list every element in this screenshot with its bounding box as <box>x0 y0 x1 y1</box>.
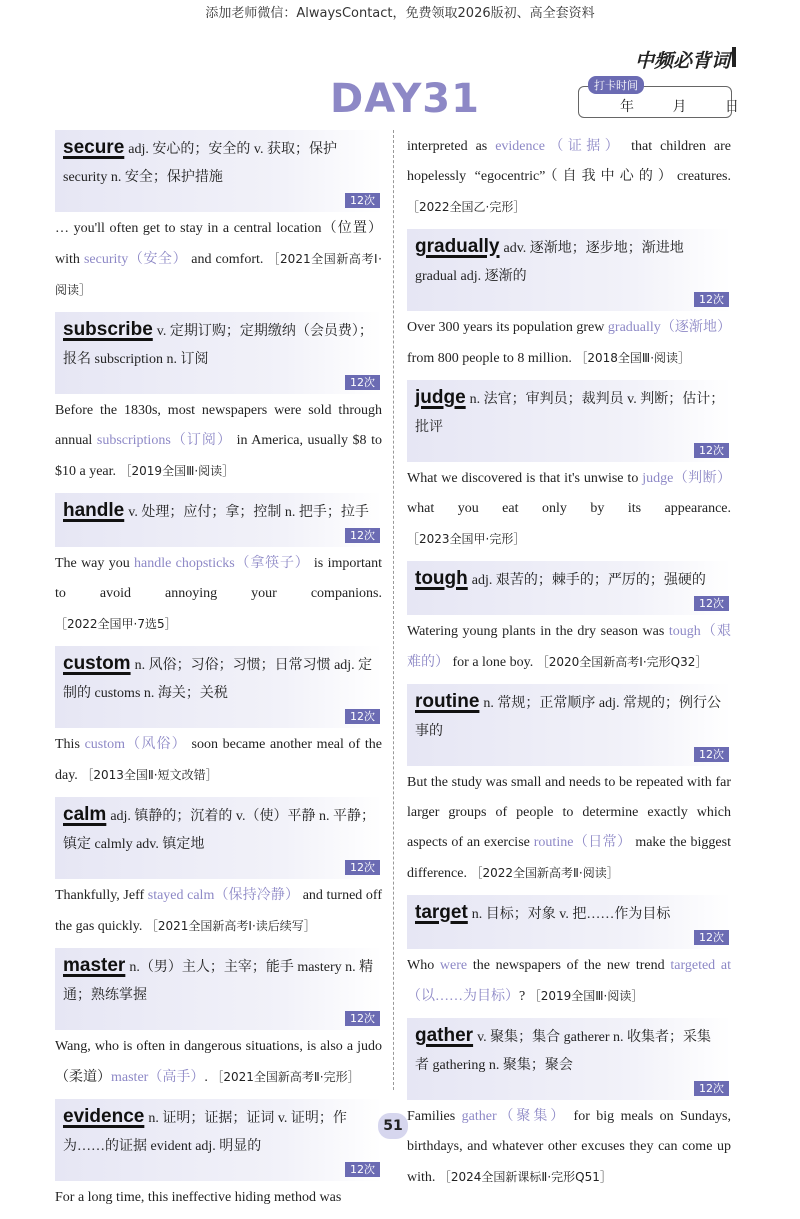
entry-header <box>407 1018 731 1100</box>
source-citation: ［2021全国新高考Ⅰ·阅读］ <box>55 252 382 297</box>
count-badge: 12次 <box>345 860 380 875</box>
definitions: n. 法官；审判员；裁判员 v. 判断；估计；批评 <box>415 392 725 435</box>
year-label: 年 <box>620 99 634 115</box>
definitions: v. 处理；应付；拿；控制 n. 把手；拉手 <box>128 505 369 520</box>
source-citation: ［2020全国新高考Ⅰ·完形Q32］ <box>536 655 708 669</box>
day-title: DAY31 <box>330 76 480 122</box>
definitions: v. 定期订购；定期缴纳（会员费）；报名 subscription n. 订阅 <box>63 324 373 367</box>
example-sentence <box>407 462 731 555</box>
source-citation: ［2019全国Ⅲ·阅读］ <box>119 464 235 478</box>
source-citation: ［2019全国Ⅲ·阅读］ <box>528 989 644 1003</box>
example-sentence <box>407 311 731 374</box>
top-note: 添加老师微信：AlwaysContact，免费领取2026版初、高全套资料 <box>205 6 595 21</box>
highlight-phrase: gradually（逐渐地） <box>607 320 732 335</box>
count-badge: 12次 <box>694 596 729 611</box>
example-sentence <box>407 130 731 223</box>
count-badge: 12次 <box>694 443 729 458</box>
headword: secure <box>63 137 125 158</box>
highlight-phrase: judge（判断） <box>642 471 731 486</box>
source-citation: ［2023全国甲·完形］ <box>407 532 526 546</box>
headword: routine <box>415 691 480 712</box>
checkin-label: 打卡时间 <box>588 76 644 94</box>
left-column <box>55 130 382 1219</box>
sentence-text: What we discovered is that it's unwise to <box>407 471 643 486</box>
example-sentence <box>407 949 731 1012</box>
source-citation: ［2013全国Ⅱ·短文改错］ <box>81 768 218 782</box>
entry-header <box>55 797 382 879</box>
count-badge: 12次 <box>694 747 729 762</box>
example-sentence <box>55 1030 382 1093</box>
sentence-text: Watering young plants in the dry season was <box>407 624 669 639</box>
example-sentence <box>55 394 382 487</box>
sentence-text: Thankfully, Jeff <box>55 888 148 903</box>
highlight-phrase: were <box>439 958 468 973</box>
example-sentence <box>55 879 382 942</box>
sentence-text: soon became another meal of the day. <box>55 737 382 783</box>
headword: subscribe <box>63 319 153 340</box>
example-sentence <box>407 615 731 678</box>
headword: calm <box>63 804 107 825</box>
entry-header <box>407 561 731 615</box>
definitions: n. 风俗；习俗；习惯；日常习惯 adj. 定制的 customs n. 海关；关税 <box>63 658 373 701</box>
sentence-text: for big meals on Sundays, birthdays, and whatever other excuses they can come up with. <box>407 1109 731 1185</box>
sentence-text: in America, usually $8 to $10 a year. <box>55 433 382 479</box>
right-column <box>407 130 731 1199</box>
headword: handle <box>63 500 125 521</box>
sentence-text: This <box>55 737 85 752</box>
headword: master <box>63 955 126 976</box>
entry-header <box>55 1099 382 1181</box>
vocab-entry <box>55 1099 382 1213</box>
vocab-entry <box>55 948 382 1093</box>
sentence-text: is important to avoid annoying your companions. <box>55 556 382 601</box>
vocab-entry <box>407 229 731 374</box>
checkin-date <box>620 96 773 116</box>
example-sentence <box>55 1181 382 1213</box>
frequency-bar <box>732 47 736 67</box>
headword: evidence <box>63 1106 145 1127</box>
definitions: n. 目标；对象 v. 把……作为目标 <box>471 907 671 922</box>
entry-header <box>55 312 382 394</box>
definitions: n. 证明；证据；证词 v. 证明；作为……的证据 evident adj. 明显的 <box>63 1111 347 1154</box>
highlight-phrase: gather（聚集） <box>461 1109 568 1124</box>
headword: gradually <box>415 236 500 257</box>
headword: judge <box>415 387 466 408</box>
sentence-text: Who <box>407 958 440 973</box>
sentence-text: Families <box>407 1109 462 1124</box>
highlight-phrase: security（安全） <box>83 252 188 267</box>
entry-header <box>407 895 731 949</box>
definitions: adv. 逐渐地；逐步地；渐进地 gradual adj. 逐渐的 <box>415 241 684 284</box>
count-badge: 12次 <box>345 709 380 724</box>
definitions: n.（男）主人；主宰；能手 mastery n. 精通；熟练掌握 <box>63 960 374 1003</box>
sentence-text: The way you <box>55 556 135 571</box>
sentence-text: and turned off the gas quickly. <box>55 888 382 934</box>
count-badge: 12次 <box>694 930 729 945</box>
source-citation: ［2021全国新高考Ⅱ·完形］ <box>211 1070 360 1084</box>
vocab-entry <box>407 1018 731 1193</box>
sentence-text: For a long time, this ineffective hiding method was <box>55 1190 342 1205</box>
entry-header <box>407 380 731 462</box>
vocab-entry <box>407 130 731 223</box>
sentence-text: and comfort. <box>187 252 268 267</box>
sentence-text: from 800 people to 8 million. <box>407 351 576 366</box>
headword: tough <box>415 568 468 589</box>
sentence-text: . <box>204 1070 212 1085</box>
vocab-entry <box>407 380 731 555</box>
entry-header <box>55 646 382 728</box>
source-citation: ［2021全国新高考Ⅰ·读后续写］ <box>145 919 316 933</box>
month-label: 月 <box>672 99 687 115</box>
count-badge: 12次 <box>345 528 380 543</box>
vocab-entry <box>55 312 382 487</box>
vocab-entry <box>55 646 382 791</box>
example-sentence <box>55 728 382 791</box>
frequency-label: 中频必背词 <box>634 50 730 72</box>
example-sentence <box>407 766 731 889</box>
example-sentence <box>407 1100 731 1193</box>
highlight-phrase: custom（风俗） <box>84 737 187 752</box>
page-number: 51 <box>378 1113 408 1139</box>
definitions: adj. 镇静的；沉着的 v.（使）平静 n. 平静；镇定 calmly adv. 镇定地 <box>63 809 376 852</box>
highlight-phrase: routine（日常） <box>533 835 632 850</box>
definitions: n. 常规；正常顺序 adj. 常规的；例行公事的 <box>415 696 721 739</box>
count-badge: 12次 <box>694 292 729 307</box>
example-sentence <box>55 547 382 640</box>
vocab-entry <box>407 561 731 678</box>
vocab-entry <box>55 130 382 306</box>
headword: target <box>415 902 468 923</box>
example-sentence <box>55 212 382 306</box>
vocab-entry <box>55 493 382 640</box>
entry-header <box>407 229 731 311</box>
column-divider <box>393 130 394 1090</box>
definitions: adj. 艰苦的；棘手的；严厉的；强硬的 <box>471 573 706 588</box>
count-badge: 12次 <box>345 193 380 208</box>
definitions: v. 聚集；集合 gatherer n. 收集者；采集者 gathering n. 聚集；聚会 <box>415 1030 712 1073</box>
count-badge: 12次 <box>694 1081 729 1096</box>
day-label: 日 <box>724 99 739 115</box>
sentence-text: that children are hopelessly “egocentric”（自我中心的）creatures. <box>407 139 732 184</box>
source-citation: ［2018全国Ⅲ·阅读］ <box>575 351 691 365</box>
highlight-phrase: stayed calm（保持冷静） <box>147 888 300 903</box>
count-badge: 12次 <box>345 375 380 390</box>
source-citation: ［2022全国乙·完形］ <box>407 200 526 214</box>
highlight-phrase: subscriptions（订阅） <box>96 433 233 448</box>
sentence-text: make the biggest difference. <box>407 835 731 881</box>
headword: gather <box>415 1025 474 1046</box>
sentence-text: Over 300 years its population grew <box>407 320 608 335</box>
count-badge: 12次 <box>345 1162 380 1177</box>
sentence-text: the newspapers of the new trend <box>467 958 671 973</box>
definitions: adj. 安心的；安全的 v. 获取；保护 security n. 安全；保护措施 <box>63 142 337 185</box>
sentence-text: what you eat only by its appearance. <box>407 501 731 516</box>
headword: custom <box>63 653 131 674</box>
source-citation: ［2022全国新高考Ⅱ·阅读］ <box>470 866 619 880</box>
sentence-text: … you'll often get to stay in a central location（位置）with <box>55 221 382 267</box>
entry-header <box>55 130 382 212</box>
highlight-phrase: targeted at（以……为目标） <box>407 958 731 1004</box>
highlight-phrase: master（高手） <box>111 1070 205 1085</box>
highlight-phrase: tough（艰难的） <box>407 624 732 670</box>
highlight-phrase: handle chopsticks（拿筷子） <box>134 556 310 571</box>
sentence-text: Wang, who is often in dangerous situations, is also a judo（柔道） <box>55 1039 382 1085</box>
vocab-entry <box>407 684 731 889</box>
source-citation: ［2024全国新课标Ⅱ·完形Q51］ <box>438 1170 612 1184</box>
vocab-entry <box>407 895 731 1012</box>
count-badge: 12次 <box>345 1011 380 1026</box>
sentence-text: Before the 1830s, most newspapers were sold through annual <box>55 403 382 448</box>
entry-header <box>55 493 382 547</box>
sentence-text: for a lone boy. <box>449 655 537 670</box>
vocab-entry <box>55 797 382 942</box>
sentence-text: interpreted as <box>407 139 496 154</box>
entry-header <box>55 948 382 1030</box>
sentence-text: ? <box>519 989 529 1004</box>
entry-header <box>407 684 731 766</box>
sentence-text: But the study was small and needs to be repeated with far larger groups of people to determine exactly which aspects of an exercise <box>407 775 731 850</box>
source-citation: ［2022全国甲·7选5］ <box>55 617 177 631</box>
highlight-phrase: evidence（证据） <box>495 139 624 154</box>
